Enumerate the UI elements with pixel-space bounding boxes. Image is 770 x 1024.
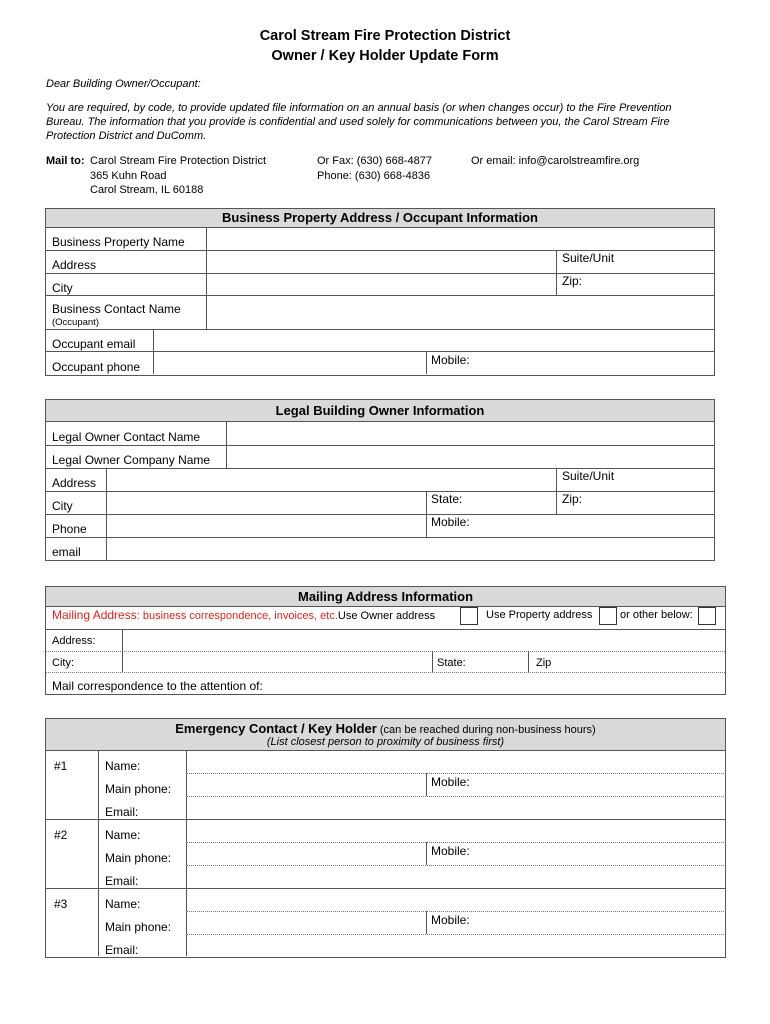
occupant-mobile-label: Mobile: — [431, 353, 470, 367]
emergency-header-note: (can be reached during non-business hours) — [376, 724, 596, 736]
contact-email: Or email: info@carolstreamfire.org — [471, 155, 640, 167]
intro-line3: Protection District and DuComm. — [46, 130, 207, 142]
owner-address-label: Address — [52, 476, 97, 490]
emergency-header-title: Emergency Contact / Key Holder — [175, 721, 377, 736]
owner-contact-label: Legal Owner Contact Name — [52, 430, 201, 444]
owner-phone-label: Phone — [52, 522, 87, 536]
contact-name-sublabel: (Occupant) — [52, 317, 99, 328]
owner-email-label: email — [52, 545, 81, 559]
contact-1-name-input[interactable] — [188, 751, 724, 772]
property-name-label: Business Property Name — [52, 235, 185, 249]
contact-3-phone-label: Main phone: — [105, 920, 172, 934]
use-property-label: Use Property address — [486, 609, 593, 621]
owner-email-input[interactable] — [108, 538, 713, 559]
use-owner-label: Use Owner address — [337, 610, 436, 622]
occupant-email-label: Occupant email — [52, 337, 136, 351]
mailing-city-label: City: — [52, 657, 74, 669]
contact-2-email-label: Email: — [105, 874, 139, 888]
contact-1-number: #1 — [54, 759, 68, 773]
owner-company-input[interactable] — [228, 446, 713, 467]
mailing-address-input[interactable] — [124, 630, 724, 650]
contact-2-email-input[interactable] — [188, 866, 724, 887]
fax-number: Or Fax: (630) 668-4877 — [317, 155, 432, 167]
mailing-state-label: State: — [437, 657, 466, 669]
contact-2-number: #2 — [54, 828, 68, 842]
contact-1-mobile-label: Mobile: — [431, 775, 470, 789]
salutation: Dear Building Owner/Occupant: — [46, 78, 201, 90]
emergency-section-header — [46, 719, 725, 751]
phone-number: Phone: (630) 668-4836 — [317, 170, 431, 182]
business-suite-label: Suite/Unit — [562, 251, 615, 265]
mail-address-line3: Carol Stream, IL 60188 — [90, 184, 204, 196]
contact-1-name-label: Name: — [105, 759, 141, 773]
mailing-section-header: Mailing Address Information — [46, 587, 725, 607]
contact-1-email-label: Email: — [105, 805, 139, 819]
mail-address-line1: Carol Stream Fire Protection District — [90, 155, 267, 167]
owner-zip-label: Zip: — [562, 492, 583, 506]
contact-2-mobile-label: Mobile: — [431, 844, 470, 858]
business-city-label: City — [52, 281, 73, 295]
owner-contact-input[interactable] — [228, 422, 713, 444]
mailing-address-field-label: Address: — [52, 635, 96, 647]
emergency-subheader: (List closest person to proximity of business first) — [266, 736, 505, 748]
contact-2-phone-label: Main phone: — [105, 851, 172, 865]
contact-3-phone-input[interactable] — [188, 912, 425, 933]
contact-name-input[interactable] — [208, 296, 713, 328]
contact-1-phone-label: Main phone: — [105, 782, 172, 796]
occupant-email-input[interactable] — [155, 330, 713, 350]
other-below-checkbox[interactable] — [698, 607, 716, 625]
mailing-zip-label: Zip — [536, 657, 552, 669]
mailing-address-label: Mailing Address — [52, 608, 137, 622]
contact-3-name-label: Name: — [105, 897, 141, 911]
business-address-input[interactable] — [208, 251, 555, 272]
occupant-phone-label: Occupant phone — [52, 360, 141, 374]
form-title-line2: Owner / Key Holder Update Form — [271, 48, 499, 64]
contact-3-email-label: Email: — [105, 943, 139, 957]
owner-phone-input[interactable] — [108, 515, 425, 536]
mailing-address-desc: : business correspondence, invoices, etc. — [136, 610, 338, 622]
owner-section-header: Legal Building Owner Information — [46, 400, 714, 422]
other-below-label: or other below: — [620, 609, 693, 621]
contact-2-phone-input[interactable] — [188, 843, 425, 864]
business-address-label: Address — [52, 258, 97, 272]
business-section-header: Business Property Address / Occupant Information — [46, 209, 714, 228]
mail-address-line2: 365 Kuhn Road — [90, 170, 167, 182]
use-property-checkbox[interactable] — [599, 607, 617, 625]
owner-suite-label: Suite/Unit — [562, 469, 615, 483]
attention-label: Mail correspondence to the attention of: — [52, 679, 263, 693]
contact-2-name-input[interactable] — [188, 820, 724, 841]
intro-line2: Bureau. The information that you provide is confidential and used solely for communications between you, the Carol Stream Fire — [46, 116, 670, 128]
contact-3-name-input[interactable] — [188, 889, 724, 910]
intro-line1: You are required, by code, to provide updated file information on an annual basis (or when changes occur) to the Fire Prevention — [46, 102, 672, 114]
form-title-line1: Carol Stream Fire Protection District — [259, 28, 511, 44]
contact-name-label: Business Contact Name — [52, 302, 181, 316]
contact-3-number: #3 — [54, 897, 68, 911]
contact-3-mobile-label: Mobile: — [431, 913, 470, 927]
contact-3-email-input[interactable] — [188, 935, 724, 955]
owner-state-label: State: — [431, 492, 463, 506]
owner-address-input[interactable] — [108, 469, 555, 490]
occupant-phone-input[interactable] — [155, 352, 425, 373]
contact-1-email-input[interactable] — [188, 797, 724, 818]
business-city-input[interactable] — [208, 274, 555, 294]
owner-city-label: City — [52, 499, 73, 513]
mailing-city-input[interactable] — [124, 652, 431, 671]
contact-1-phone-input[interactable] — [188, 774, 425, 795]
mail-to-label: Mail to: — [46, 155, 85, 167]
use-owner-checkbox[interactable] — [460, 607, 478, 625]
owner-mobile-label: Mobile: — [431, 515, 470, 529]
owner-city-input[interactable] — [108, 492, 425, 513]
owner-company-label: Legal Owner Company Name — [52, 453, 211, 467]
contact-2-name-label: Name: — [105, 828, 141, 842]
property-name-input[interactable] — [208, 228, 713, 249]
business-zip-label: Zip: — [562, 274, 583, 288]
